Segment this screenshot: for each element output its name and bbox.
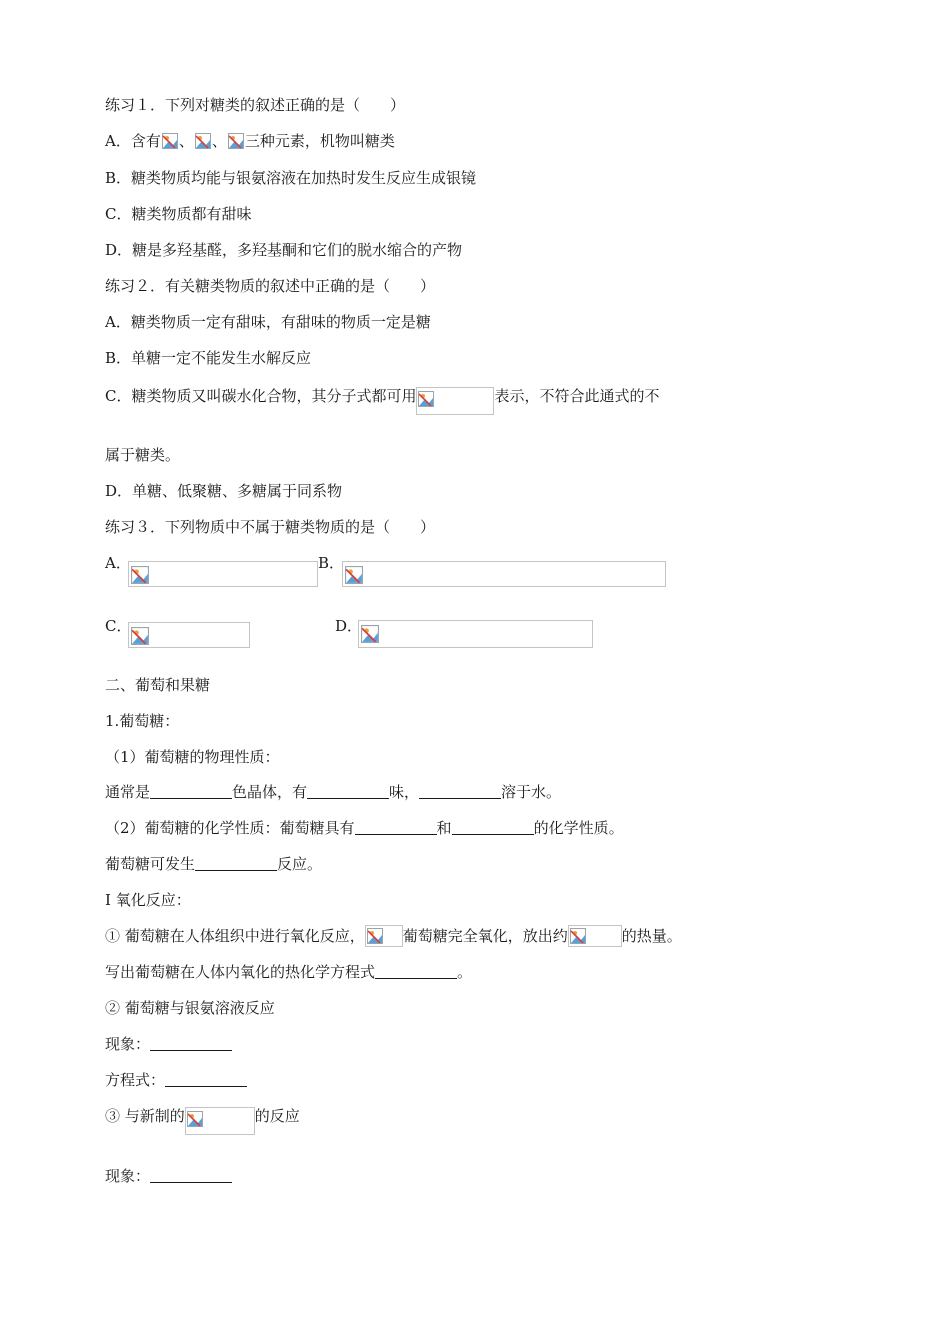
option-c-prefix: C．糖类物质又叫碳水化合物，其分子式都可用 — [105, 387, 417, 405]
exercise-1-title: 练习１．下列对糖类的叙述正确的是（ ） — [105, 96, 406, 114]
formula-image-icon — [365, 925, 403, 947]
text: 反应。 — [277, 855, 323, 873]
text: 和 — [436, 819, 452, 837]
exercise-1-option-a — [105, 131, 395, 151]
fill-in-blank — [307, 784, 389, 799]
exercise-1-option-c: C．糖类物质都有甜味 — [105, 205, 252, 223]
oxidation-item-3 — [105, 1106, 300, 1135]
text: ③ 与新制的 — [105, 1107, 185, 1125]
physical-properties-heading: （1）葡萄糖的物理性质： — [105, 748, 280, 766]
exercise-3-option-b-label: B． — [318, 554, 345, 572]
exercise-2-option-b: B．单糖一定不能发生水解反应 — [105, 349, 312, 367]
exercise-1-option-b: B．糖类物质均能与银氨溶液在加热时发生反应生成银镜 — [105, 169, 477, 187]
phenomenon-line — [105, 1034, 232, 1054]
exercise-2-option-a: A．糖类物质一定有甜味，有甜味的物质一定是糖 — [105, 313, 431, 331]
exercise-2-option-c-continued: 属于糖类。 — [105, 446, 181, 464]
structure-image-icon — [128, 622, 250, 648]
thermochemical-equation-line — [105, 962, 472, 982]
fill-in-blank — [375, 964, 457, 979]
option-a-prefix: A．含有 — [105, 132, 161, 150]
text: 现象： — [105, 1167, 151, 1185]
exercise-3-option-c-label: C． — [105, 617, 132, 635]
oxidation-heading: Ⅰ 氧化反应： — [105, 891, 191, 909]
exercise-3-option-d-label: D． — [335, 617, 363, 635]
option-a-suffix: 三种元素，机物叫糖类 — [244, 132, 395, 150]
equation-line — [105, 1070, 247, 1090]
text: 葡萄糖可发生 — [105, 855, 196, 873]
oxidation-item-1 — [105, 925, 682, 947]
formula-image-icon — [185, 1107, 255, 1135]
chemical-properties-line — [105, 818, 624, 838]
fill-in-blank — [165, 1072, 247, 1087]
text: 方程式： — [105, 1071, 166, 1089]
oxidation-item-2: ② 葡萄糖与银氨溶液反应 — [105, 999, 275, 1017]
fill-in-blank — [150, 1036, 232, 1051]
exercise-1-option-d: D．糖是多羟基醛，多羟基酮和它们的脱水缩合的产物 — [105, 241, 463, 259]
text: 味， — [389, 783, 420, 801]
fill-in-blank — [419, 784, 501, 799]
exercise-2-option-c — [105, 386, 660, 415]
phenomenon-line — [105, 1166, 232, 1186]
glucose-heading: 1.葡萄糖： — [105, 712, 180, 730]
exercise-2-option-d: D．单糖、低聚糖、多糖属于同系物 — [105, 482, 343, 500]
formula-image-icon — [227, 132, 245, 150]
fill-in-blank — [150, 784, 232, 799]
text: （2）葡萄糖的化学性质：葡萄糖具有 — [105, 819, 355, 837]
text: 。 — [457, 963, 473, 981]
formula-image-icon — [568, 925, 622, 947]
text: 的化学性质。 — [533, 819, 624, 837]
fill-in-blank — [355, 820, 437, 835]
section-heading: 二、葡萄和果糖 — [105, 676, 211, 694]
separator: 、 — [211, 132, 227, 150]
exercise-3-option-a-label: A． — [105, 554, 131, 572]
fill-in-blank — [452, 820, 534, 835]
reaction-line — [105, 854, 322, 874]
structure-image-icon — [342, 561, 666, 587]
exercise-3-title: 练习３．下列物质中不属于糖类物质的是（ ） — [105, 518, 436, 536]
fill-in-blank — [150, 1168, 232, 1183]
text: 的反应 — [254, 1107, 300, 1125]
text: ① 葡萄糖在人体组织中进行氧化反应， — [105, 927, 365, 945]
separator: 、 — [178, 132, 194, 150]
text: 的热量。 — [621, 927, 682, 945]
fill-in-blank — [195, 856, 277, 871]
text: 溶于水。 — [501, 783, 562, 801]
structure-image-icon — [358, 620, 593, 648]
text: 现象： — [105, 1035, 151, 1053]
text: 写出葡萄糖在人体内氧化的热化学方程式 — [105, 963, 376, 981]
formula-image-icon — [194, 132, 212, 150]
text: 葡萄糖完全氧化，放出约 — [402, 927, 568, 945]
formula-image-icon — [161, 132, 179, 150]
formula-image-icon — [416, 387, 494, 415]
exercise-2-title: 练习２．有关糖类物质的叙述中正确的是（ ） — [105, 277, 436, 295]
physical-properties-line — [105, 782, 561, 802]
structure-image-icon — [128, 561, 318, 587]
text: 色晶体，有 — [232, 783, 308, 801]
option-c-suffix: 表示，不符合此通式的不 — [494, 387, 660, 405]
text: 通常是 — [105, 783, 151, 801]
